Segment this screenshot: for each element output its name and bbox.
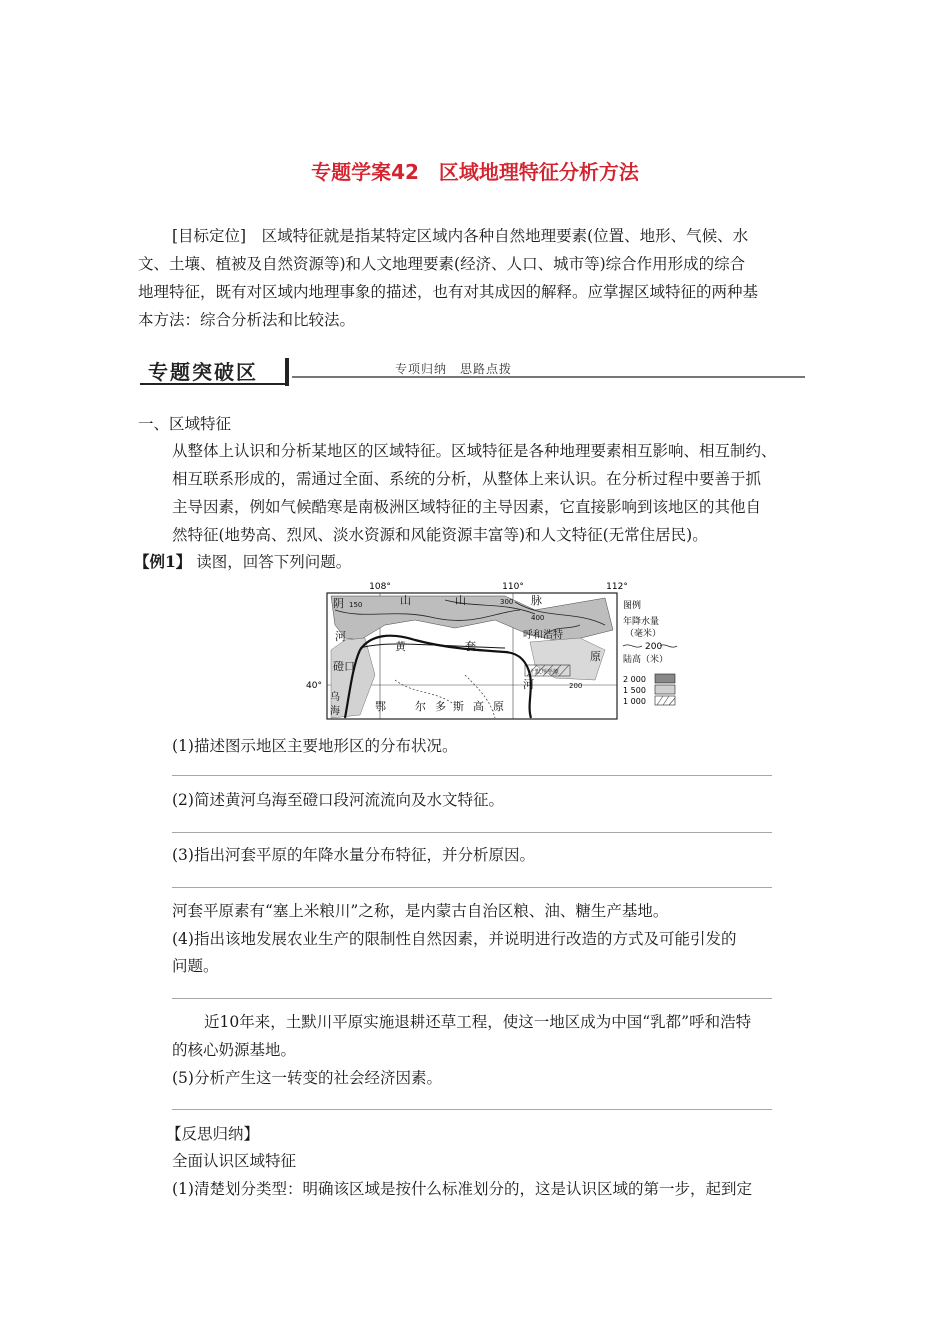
label-hai: 海 xyxy=(330,706,340,717)
label-dengkou: 磴口 xyxy=(333,660,355,673)
label-shan1: 山 xyxy=(400,594,411,607)
label-si: 斯 xyxy=(453,700,464,713)
label-iso200: 200 xyxy=(569,682,583,690)
question-4-cont: 问题。 xyxy=(172,957,219,975)
label-tao: 套 xyxy=(465,640,476,653)
label-er: 尔 xyxy=(415,700,426,713)
reflection-subheading: 全面认识区域特征 xyxy=(172,1152,297,1170)
lon-label-112: 112° xyxy=(606,582,628,592)
section-heading: 一、区域特征 xyxy=(138,415,232,433)
reflection-heading: 【反思归纳】 xyxy=(166,1125,260,1143)
answer-line-5[interactable] xyxy=(172,1109,772,1110)
reflection-line: (1)清楚划分类型：明确该区域是按什么标准划分的，这是认识区域的第一步，起到定 xyxy=(172,1180,752,1198)
label-huang: 黄 xyxy=(395,640,406,653)
label-duo: 多 xyxy=(435,700,446,713)
map-legend xyxy=(623,599,677,706)
question-4: (4)指出该地发展农业生产的限制性自然因素，并说明进行改造的方式及可能引发的 xyxy=(172,930,737,948)
legend-elev-2000: 2 000 xyxy=(623,675,646,684)
label-gao: 高 xyxy=(473,700,484,713)
note-1: 河套平原素有“塞上米粮川”之称，是内蒙古自治区粮、油、糖生产基地。 xyxy=(172,902,669,920)
legend-elev-1000: 1 000 xyxy=(623,697,646,706)
page-title: 专题学案42 区域地理特征分析方法 xyxy=(311,160,639,184)
note-2-cont: 的核心奶源基地。 xyxy=(172,1041,297,1059)
label-mai: 脉 xyxy=(531,594,542,607)
label-yuan2: 原 xyxy=(493,700,504,713)
label-he2: 河 xyxy=(523,678,534,691)
label-yuan1: 原 xyxy=(590,650,601,663)
label-huhehaote: 呼和浩特 xyxy=(523,630,563,641)
note-2: 近10年来，土默川平原实施退耕还草工程，使这一地区成为中国“乳都”呼和浩特 xyxy=(204,1013,752,1031)
question-1: (1)描述图示地区主要地形区的分布状况。 xyxy=(172,737,458,755)
example-number: 【例1】 xyxy=(134,552,192,571)
lat-label-40: 40° xyxy=(306,681,322,691)
question-2: (2)简述黄河乌海至磴口段河流流向及水文特征。 xyxy=(172,791,504,809)
answer-line-4[interactable] xyxy=(172,998,772,999)
answer-line-1[interactable] xyxy=(172,775,772,776)
section-line: 主导因素，例如气候酷寒是南极洲区域特征的主导因素，它直接影响到该地区的其他自 xyxy=(172,498,762,516)
legend-precip-title: 年降水量 xyxy=(623,617,660,627)
label-tumochuan: 土默川平原 xyxy=(529,669,560,676)
label-e: 鄂 xyxy=(375,700,386,713)
question-3: (3)指出河套平原的年降水量分布特征，并分析原因。 xyxy=(172,846,535,864)
label-iso400: 400 xyxy=(531,614,545,622)
region-map xyxy=(305,580,685,740)
banner-rule xyxy=(292,376,805,378)
question-5: (5)分析产生这一转变的社会经济因素。 xyxy=(172,1069,442,1087)
section-line: 然特征(地势高、烈风、淡水资源和风能资源丰富等)和人文特征(无常住居民)。 xyxy=(172,526,708,544)
banner-title-box xyxy=(140,356,290,387)
legend-elev-1500: 1 500 xyxy=(623,686,646,695)
example-label xyxy=(134,552,351,572)
banner-subtitle: 专项归纳 思路点拨 xyxy=(395,362,513,376)
label-wu: 乌 xyxy=(330,692,340,703)
legend-isoline-icon-2 xyxy=(660,645,677,647)
label-shan2: 山 xyxy=(455,594,466,607)
lon-label-110: 110° xyxy=(502,582,524,592)
banner-title: 专题突破区 xyxy=(148,360,258,384)
legend-swatch-1500 xyxy=(655,685,675,694)
lon-label-108: 108° xyxy=(369,582,391,592)
answer-line-3[interactable] xyxy=(172,887,772,888)
legend-isoline-icon xyxy=(623,645,642,647)
legend-swatch-2000 xyxy=(655,674,675,683)
label-he1: 河 xyxy=(335,630,346,643)
legend-title: 图例 xyxy=(623,601,642,611)
answer-line-2[interactable] xyxy=(172,832,772,833)
intro-line: 文、土壤、植被及自然资源等)和人文地理要素(经济、人口、城市等)综合作用形成的综合 xyxy=(138,255,746,273)
label-yin: 阴 xyxy=(333,597,344,610)
intro-line: [目标定位] 区域特征就是指某特定区域内各种自然地理要素(位置、地形、气候、水 xyxy=(172,227,749,245)
legend-elev-title: 陆高（米） xyxy=(623,655,669,665)
section-line: 从整体上认识和分析某地区的区域特征。区域特征是各种地理要素相互影响、相互制约、 xyxy=(172,442,777,460)
section-line: 相互联系形成的，需通过全面、系统的分析，从整体上来认识。在分析过程中要善于抓 xyxy=(172,470,762,488)
intro-line: 本方法：综合分析法和比较法。 xyxy=(138,311,356,329)
example-prompt: 读图，回答下列问题。 xyxy=(196,553,352,571)
intro-line: 地理特征，既有对区域内地理事象的描述，也有对其成因的解释。应掌握区域特征的两种基 xyxy=(138,283,759,301)
legend-precip-unit: （毫米） xyxy=(625,629,662,639)
label-iso150: 150 xyxy=(349,601,363,609)
legend-isoline-value: 200 xyxy=(645,642,663,652)
label-iso300: 300 xyxy=(500,598,514,606)
